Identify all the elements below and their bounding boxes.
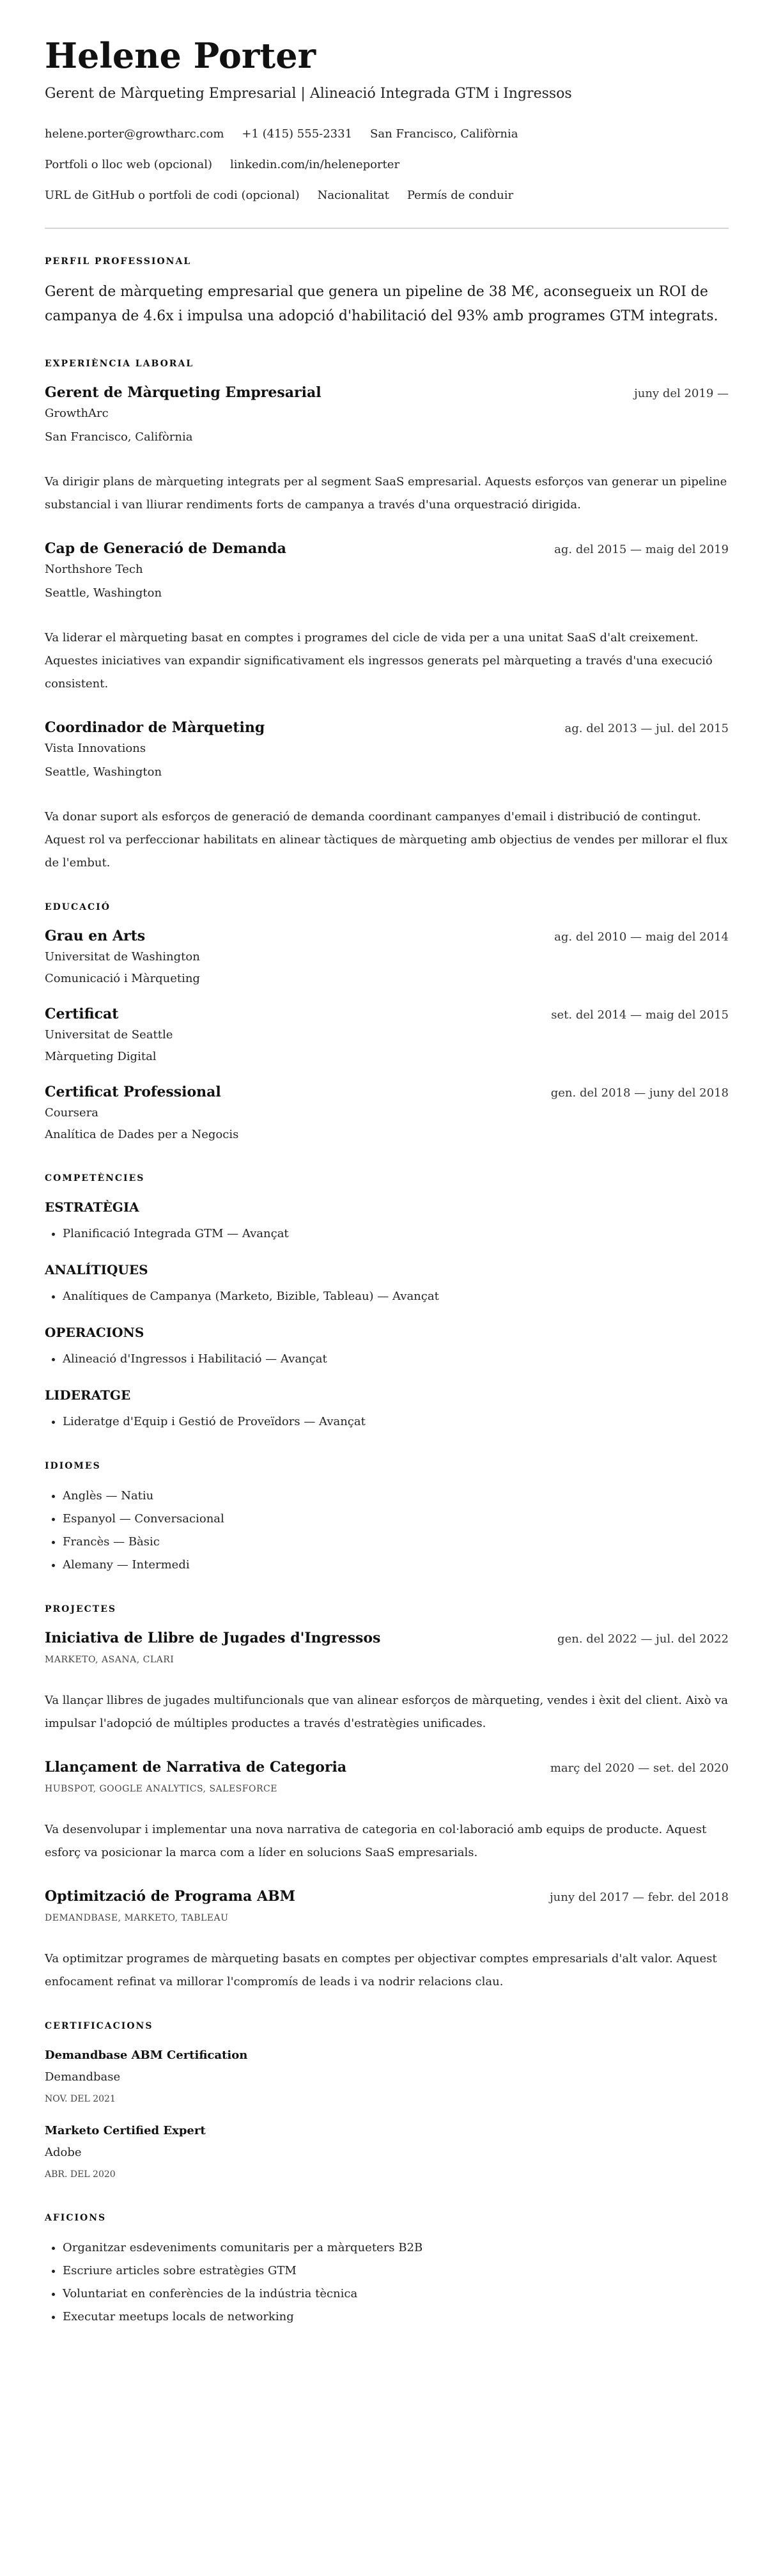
- project-description: Va optimitzar programes de màrqueting basats en comptes per objectivar comptes empresarials d'alt valor. Aquest enfocament refinat va millorar l'compromís de leads i va nodrir relacions clau.: [45, 1952, 717, 1988]
- contact-item: San Francisco, Califòrnia: [370, 127, 518, 141]
- certification-name: Demandbase ABM Certification: [45, 2049, 248, 2062]
- hobby-item: • Escriure articles sobre estratègies GTM: [63, 2260, 729, 2283]
- skill-list: [45, 1285, 729, 1308]
- experience-item: [45, 717, 729, 875]
- project-dates: gen. del 2022 — jul. del 2022: [557, 1632, 729, 1646]
- item-header: [45, 1757, 729, 1777]
- skill-list: [45, 1222, 729, 1245]
- section-heading: CERTIFICACIONS: [45, 2021, 153, 2031]
- project-title: Iniciativa de Llibre de Jugades d'Ingressos: [45, 1630, 381, 1646]
- item-header: [45, 538, 729, 559]
- contact-item: Permís de conduir: [407, 189, 514, 202]
- certification-item: [45, 2120, 729, 2185]
- skill-item: • Planificació Integrada GTM — Avançat: [63, 1222, 729, 1245]
- item-header: [45, 382, 729, 403]
- degree: Grau en Arts: [45, 928, 146, 944]
- contact-row: [45, 119, 729, 150]
- field-of-study: Màrqueting Digital: [45, 1050, 157, 1063]
- certification-issuer: Demandbase: [45, 2070, 121, 2084]
- project-technologies: DEMANDBASE, MARKETO, TABLEAU: [45, 1913, 229, 1923]
- skill-list: [45, 1348, 729, 1371]
- hobby-item: • Organitzar esdeveniments comunitaris per a màrqueters B2B: [63, 2236, 729, 2260]
- job-dates: ag. del 2013 — jul. del 2015: [564, 722, 729, 735]
- section-heading: EXPERIÈNCIA LABORAL: [45, 359, 194, 369]
- job-description: Va dirigir plans de màrqueting integrats per al segment SaaS empresarial. Aquests esforços van generar un pipeline substancial i van lliurar rendiments forts de campanya a través d'una orquestració dirigida.: [45, 475, 727, 511]
- item-header: [45, 1886, 729, 1907]
- certifications-section: [45, 2019, 729, 2185]
- experience-item: [45, 538, 729, 696]
- certification-name: Marketo Certified Expert: [45, 2124, 206, 2137]
- education-dates: gen. del 2018 — juny del 2018: [550, 1086, 729, 1100]
- company-name: Vista Innovations: [45, 742, 146, 755]
- item-header: [45, 926, 729, 946]
- summary-section: [45, 254, 729, 329]
- language-item: • Anglès — Natiu: [63, 1485, 729, 1508]
- section-heading: PERFIL PROFESSIONAL: [45, 256, 192, 267]
- job-title: Cap de Generació de Demanda: [45, 540, 286, 557]
- contact-row: [45, 150, 729, 180]
- item-header: [45, 1004, 729, 1024]
- language-item: • Espanyol — Conversacional: [63, 1508, 729, 1531]
- contact-row: [45, 180, 729, 211]
- resume-header: [45, 33, 729, 211]
- skill-category: OPERACIONS: [45, 1325, 144, 1340]
- hobby-item: • Executar meetups locals de networking: [63, 2306, 729, 2329]
- hobbies-section: [45, 2211, 729, 2329]
- contact-item: +1 (415) 555-2331: [242, 127, 353, 141]
- job-location: Seattle, Washington: [45, 586, 162, 600]
- contact-item[interactable]: Portfoli o lloc web (opcional): [45, 158, 212, 171]
- candidate-name: Helene Porter: [45, 35, 316, 76]
- project-item: [45, 1757, 729, 1864]
- item-header: [45, 717, 729, 738]
- job-title: Coordinador de Màrqueting: [45, 719, 265, 736]
- job-description: Va liderar el màrqueting basat en comptes i programes del cicle de vida per a una unitat SaaS d'alt creixement. Aquestes iniciatives van expandir significativament els ingressos generats pel màrqueting a través d'una execució consistent.: [45, 631, 713, 691]
- skill-category: ESTRATÈGIA: [45, 1199, 139, 1215]
- language-item: • Alemany — Intermedi: [63, 1554, 729, 1577]
- contact-item[interactable]: helene.porter@growtharc.com: [45, 127, 224, 141]
- school-name: Universitat de Washington: [45, 950, 200, 964]
- project-dates: juny del 2017 — febr. del 2018: [550, 1891, 729, 1904]
- certification-issuer: Adobe: [45, 2146, 82, 2159]
- contact-info: [45, 119, 729, 211]
- project-technologies: MARKETO, ASANA, CLARI: [45, 1655, 174, 1665]
- certification-date: NOV. DEL 2021: [45, 2094, 116, 2104]
- skill-list: [45, 1410, 729, 1433]
- languages-list: [45, 1485, 729, 1577]
- job-dates: juny del 2019 —: [634, 387, 729, 400]
- field-of-study: Comunicació i Màrqueting: [45, 972, 200, 985]
- project-dates: març del 2020 — set. del 2020: [550, 1761, 729, 1775]
- experience-section: [45, 357, 729, 875]
- education-item: [45, 926, 729, 990]
- hobbies-list: [45, 2236, 729, 2329]
- section-heading: COMPETÈNCIES: [45, 1173, 145, 1183]
- section-heading: EDUCACIÓ: [45, 902, 111, 912]
- skill-category: ANALÍTIQUES: [45, 1262, 148, 1277]
- certification-item: [45, 2045, 729, 2110]
- project-title: Llançament de Narrativa de Categoria: [45, 1759, 347, 1776]
- contact-item: Nacionalitat: [317, 189, 389, 202]
- certification-date: ABR. DEL 2020: [45, 2169, 116, 2180]
- section-heading: AFICIONS: [45, 2213, 107, 2223]
- skill-category: LIDERATGE: [45, 1387, 131, 1403]
- skill-item: • Analítiques de Campanya (Marketo, Bizible, Tableau) — Avançat: [63, 1285, 729, 1308]
- skills-section: [45, 1171, 729, 1433]
- job-location: Seattle, Washington: [45, 765, 162, 779]
- header-divider: [45, 228, 729, 229]
- degree: Certificat Professional: [45, 1084, 221, 1100]
- candidate-title: Gerent de Màrqueting Empresarial | Alineació Integrada GTM i Ingressos: [45, 86, 572, 102]
- field-of-study: Analítica de Dades per a Negocis: [45, 1128, 239, 1141]
- job-location: San Francisco, Califòrnia: [45, 430, 193, 444]
- project-item: [45, 1886, 729, 1994]
- school-name: Coursera: [45, 1106, 99, 1120]
- company-name: GrowthArc: [45, 407, 109, 420]
- project-description: Va desenvolupar i implementar una nova narrativa de categoria en col·laboració amb equips de producte. Aquest esforç va posicionar la marca com a líder en solucions SaaS empresarials.: [45, 1823, 707, 1859]
- project-item: [45, 1628, 729, 1735]
- degree: Certificat: [45, 1006, 119, 1022]
- education-section: [45, 900, 729, 1146]
- item-header: [45, 1628, 729, 1648]
- skill-item: • Lideratge d'Equip i Gestió de Proveïdors — Avançat: [63, 1410, 729, 1433]
- experience-item: [45, 382, 729, 517]
- skill-item: • Alineació d'Ingressos i Habilitació — Avançat: [63, 1348, 729, 1371]
- company-name: Northshore Tech: [45, 563, 143, 576]
- projects-section: [45, 1602, 729, 1994]
- project-technologies: HUBSPOT, GOOGLE ANALYTICS, SALESFORCE: [45, 1784, 277, 1794]
- summary-text: Gerent de màrqueting empresarial que genera un pipeline de 38 M€, aconsegueix un ROI de campanya de 4.6x i impulsa una adopció d'habilitació del 93% amb programes GTM integrats.: [45, 284, 718, 324]
- education-item: [45, 1082, 729, 1146]
- section-heading: PROJECTES: [45, 1604, 116, 1614]
- item-header: [45, 1082, 729, 1102]
- school-name: Universitat de Seattle: [45, 1028, 173, 1042]
- project-description: Va llançar llibres de jugades multifuncionals que van alinear esforços de màrqueting, vendes i èxit del client. Això va impulsar l'adopció de múltiples productes a través d'estratègies unificades.: [45, 1694, 729, 1730]
- contact-item[interactable]: URL de GitHub o portfoli de codi (opcional): [45, 189, 300, 202]
- hobby-item: • Voluntariat en conferències de la indústria tècnica: [63, 2283, 729, 2306]
- job-description: Va donar suport als esforços de generació de demanda coordinant campanyes d'email i distribució de contingut. Aquest rol va perfeccionar habilitats en alinear tàctiques de màrqueting amb objectius de vendes per millorar el flux de l'embut.: [45, 810, 728, 870]
- contact-item[interactable]: linkedin.com/in/heleneporter: [229, 158, 400, 171]
- section-heading: IDIOMES: [45, 1461, 101, 1471]
- job-title: Gerent de Màrqueting Empresarial: [45, 384, 322, 401]
- project-title: Optimització de Programa ABM: [45, 1888, 295, 1905]
- education-item: [45, 1004, 729, 1068]
- language-item: • Francès — Bàsic: [63, 1531, 729, 1554]
- education-dates: ag. del 2010 — maig del 2014: [554, 930, 729, 944]
- languages-section: [45, 1459, 729, 1577]
- job-dates: ag. del 2015 — maig del 2019: [554, 543, 729, 556]
- education-dates: set. del 2014 — maig del 2015: [551, 1008, 729, 1022]
